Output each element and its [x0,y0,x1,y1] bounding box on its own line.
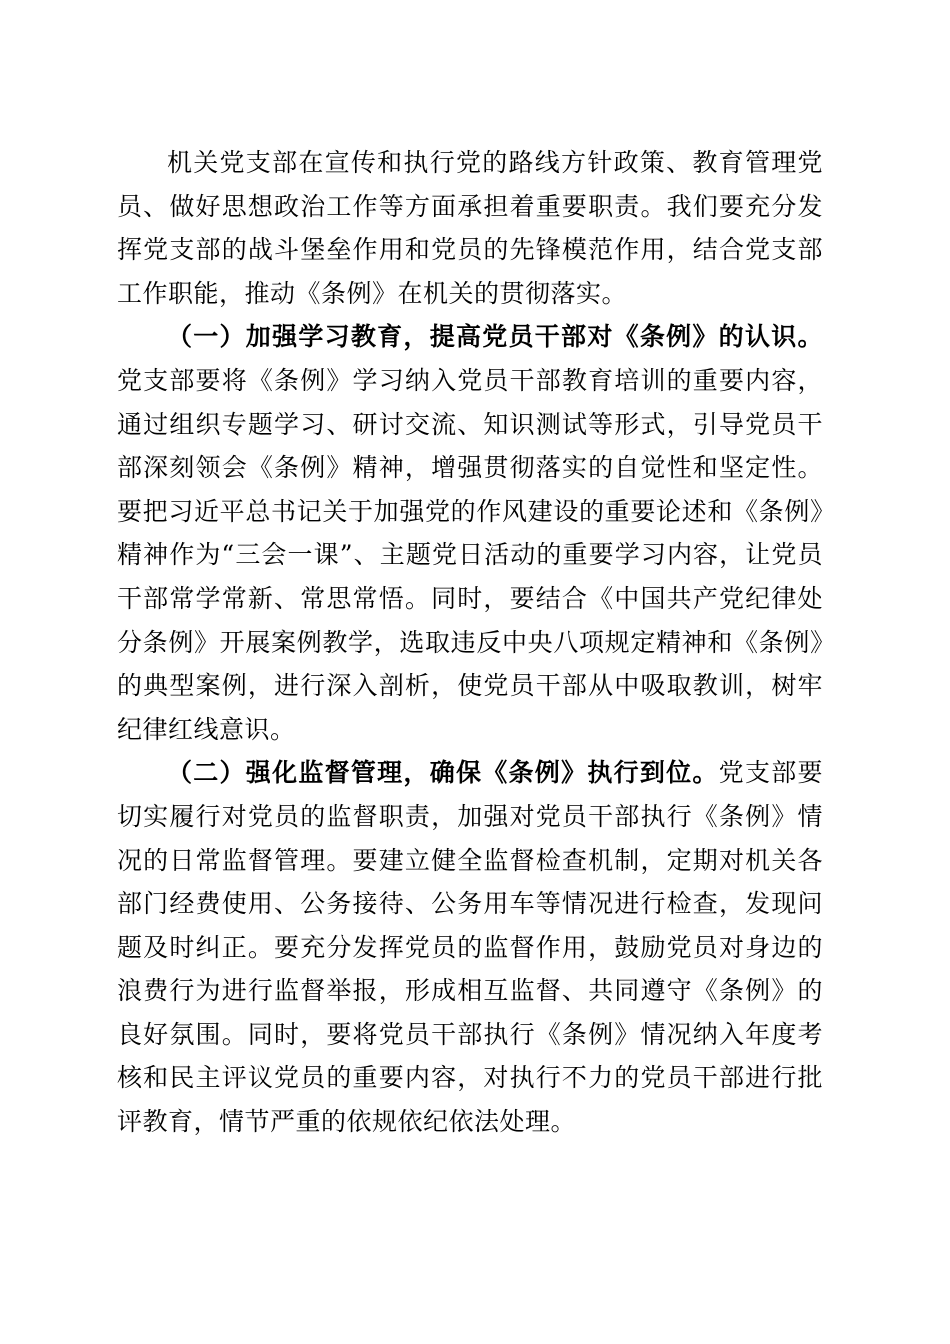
paragraph-intro [117,141,823,315]
document-body [117,141,823,1144]
paragraph-section-2 [117,751,823,1143]
paragraph-intro-text: 机关党支部在宣传和执行党的路线方针政策、教育管理党员、做好思想政治工作等方面承担着重要职责。我们要充分发挥党支部的战斗堡垒作用和党员的先锋模范作用，结合党支部工作职能，推动《条例》在机关的贯彻落实。 [117,148,823,308]
section-1-heading: （一）加强学习教育，提高党员干部对《条例》的认识。 [167,322,823,352]
section-2-body: 党支部要切实履行对党员的监督职责，加强对党员干部执行《条例》情况的日常监督管理。要建立健全监督检查机制，定期对机关各部门经费使用、公务接待、公务用车等情况进行检查，发现问题及时纠正。要充分发挥党员的监督作用，鼓励党员对身边的浪费行为进行监督举报，形成相互监督、共同遵守《条例》的良好氛围。同时，要将党员干部执行《条例》情况纳入年度考核和民主评议党员的重要内容，对执行不力的党员干部进行批评教育，情节严重的依规依纪依法处理。 [117,758,823,1137]
section-2-heading: （二）强化监督管理，确保《条例》执行到位。 [167,758,719,788]
paragraph-section-1 [117,315,823,751]
section-1-body: 党支部要将《条例》学习纳入党员干部教育培训的重要内容，通过组织专题学习、研讨交流、知识测试等形式，引导党员干部深刻领会《条例》精神，增强贯彻落实的自觉性和坚定性。要把习近平总书记关于加强党的作风建设的重要论述和《条例》精神作为“三会一课”、主题党日活动的重要学习内容，让党员干部常学常新、常思常悟。同时，要结合《中国共产党纪律处分条例》开展案例教学，选取违反中央八项规定精神和《条例》的典型案例，进行深入剖析，使党员干部从中吸取教训，树牢纪律红线意识。 [117,365,823,744]
